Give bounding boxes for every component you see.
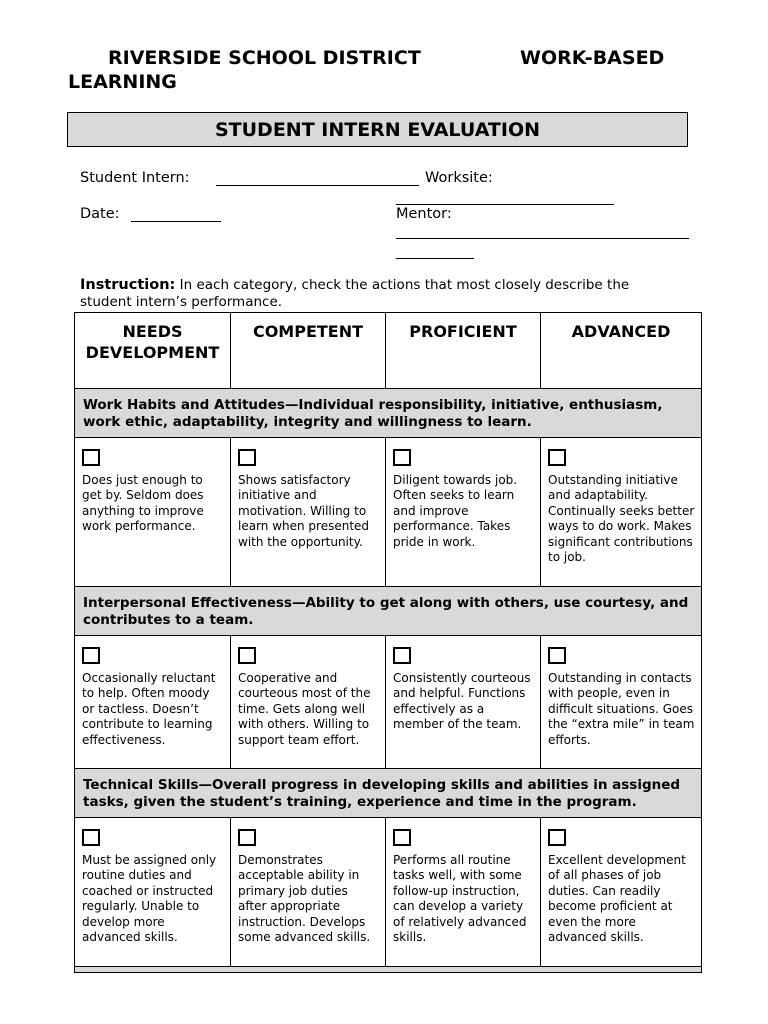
category-row-interpersonal: [75, 587, 702, 636]
mentor-field-line2[interactable]: [396, 258, 474, 259]
checkbox[interactable]: [238, 647, 256, 664]
level-row-technical-skills: [75, 818, 702, 967]
level-description: Demonstrates acceptable ability in primary job duties after appropriate instruction. Develops some advanced skills.: [238, 853, 371, 945]
checkbox[interactable]: [548, 829, 566, 846]
checkbox[interactable]: [393, 449, 411, 466]
program-name-line1: WORK-BASED: [520, 47, 665, 69]
category-description: —Individual responsibility, initiative, enthusiasm, work ethic, adaptability, integrity and willingness to learn.: [83, 397, 663, 430]
category-description: —Overall progress in developing skills and abilities in assigned tasks, given the student’s training, experience and time in the program.: [83, 777, 681, 810]
level-description: Diligent towards job. Often seeks to learn and improve performance. Takes pride in work.: [393, 473, 518, 549]
checkbox[interactable]: [548, 449, 566, 466]
checkbox[interactable]: [393, 829, 411, 846]
level-description: Shows satisfactory initiative and motivation. Willing to learn when presented with the opportunity.: [238, 473, 370, 549]
level-row-interpersonal: [75, 636, 702, 769]
document-header: [68, 46, 688, 94]
checkbox[interactable]: [548, 647, 566, 664]
checkbox[interactable]: [238, 449, 256, 466]
level-description: Cooperative and courteous most of the time. Gets along well with others. Willing to support team effort.: [238, 671, 371, 747]
category-description: —Ability to get along with others, use courtesy, and contributes to a team.: [83, 595, 689, 628]
instruction-label: Instruction:: [80, 277, 176, 293]
mentor-field-line1[interactable]: [396, 238, 689, 239]
district-name: RIVERSIDE SCHOOL DISTRICT: [108, 47, 421, 69]
checkbox[interactable]: [82, 829, 100, 846]
level-description: Occasionally reluctant to help. Often moody or tactless. Doesn’t contribute to learning effectiveness.: [82, 671, 216, 747]
program-name-line2: LEARNING: [68, 71, 177, 93]
category-title: Work Habits and Attitudes: [83, 397, 285, 413]
column-header-advanced: ADVANCED: [541, 313, 702, 389]
category-title: Technical Skills: [83, 777, 199, 793]
level-description: Does just enough to get by. Seldom does anything to improve work performance.: [82, 473, 204, 534]
date-field[interactable]: [131, 221, 221, 222]
rubric-table: [74, 312, 702, 973]
instruction-text: [80, 277, 680, 311]
category-title: Interpersonal Effectiveness: [83, 595, 292, 611]
form-title: STUDENT INTERN EVALUATION: [67, 112, 688, 147]
rubric-header-row: [75, 313, 702, 389]
level-description: Must be assigned only routine duties and coached or instructed regularly. Unable to develop more advanced skills.: [82, 853, 217, 945]
level-description: Outstanding initiative and adaptability. Continually seeks better ways to do work. Makes significant contributions to job.: [548, 473, 695, 565]
mentor-label: Mentor:: [396, 206, 452, 222]
table-footer-row: [75, 967, 702, 973]
level-description: Outstanding in contacts with people, even in difficult situations. Goes the “extra mile” in team efforts.: [548, 671, 695, 747]
worksite-field[interactable]: [396, 204, 614, 205]
student-intern-label: Student Intern:: [80, 170, 190, 186]
column-header-needs-development: NEEDS DEVELOPMENT: [75, 313, 231, 389]
category-row-technical-skills: [75, 769, 702, 818]
column-header-proficient: PROFICIENT: [386, 313, 541, 389]
worksite-label: Worksite:: [425, 170, 493, 186]
checkbox[interactable]: [82, 449, 100, 466]
checkbox[interactable]: [82, 647, 100, 664]
student-intern-field[interactable]: [216, 185, 419, 186]
level-description: Performs all routine tasks well, with some follow-up instruction, can develop a variety of relatively advanced skills.: [393, 853, 527, 945]
instruction-body: In each category, check the actions that most closely describe the student intern’s performance.: [80, 277, 630, 310]
checkbox[interactable]: [238, 829, 256, 846]
level-description: Consistently courteous and helpful. Functions effectively as a member of the team.: [393, 671, 531, 732]
column-header-competent: COMPETENT: [231, 313, 386, 389]
level-row-work-habits: [75, 438, 702, 587]
category-row-work-habits: [75, 389, 702, 438]
level-description: Excellent development of all phases of job duties. Can readily become proficient at even the more advanced skills.: [548, 853, 686, 945]
date-label: Date:: [80, 206, 120, 222]
checkbox[interactable]: [393, 647, 411, 664]
